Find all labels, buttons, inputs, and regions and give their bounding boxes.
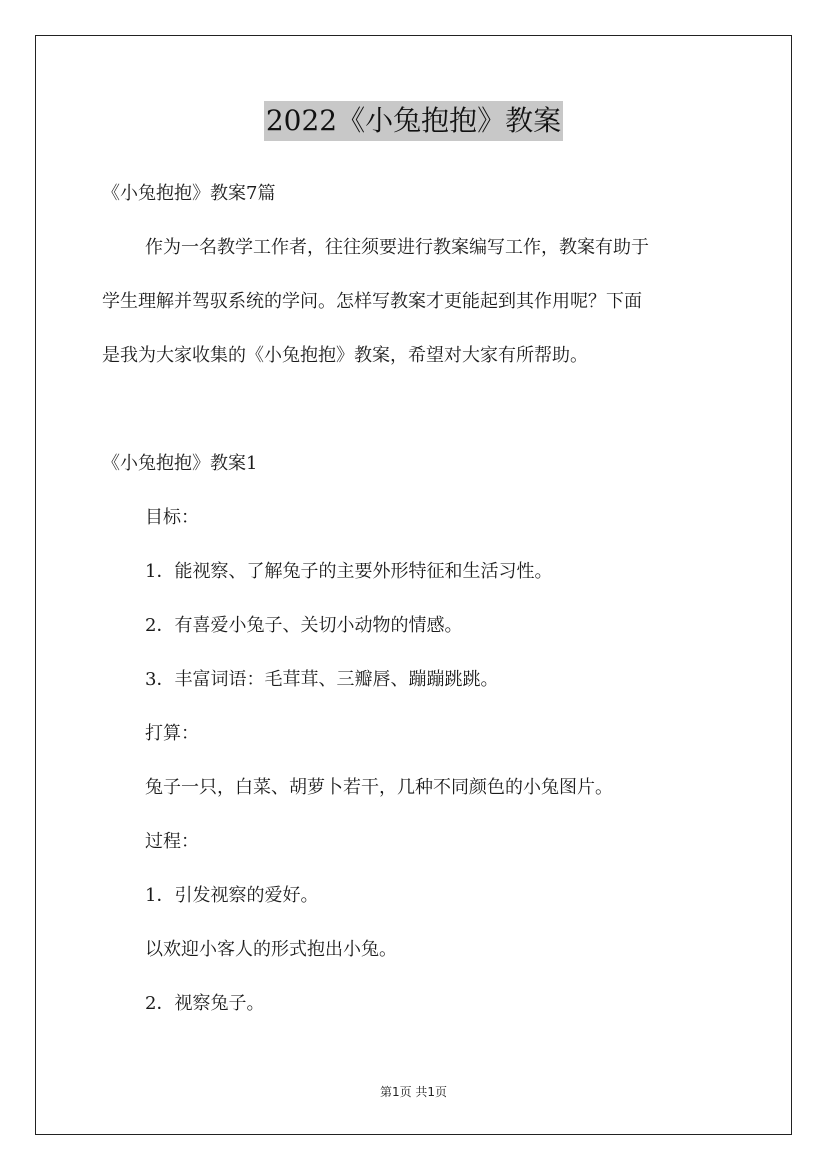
body-line-process-1: 1．引发视察的爱好。 <box>145 885 319 906</box>
intro-line-2: 学生理解并驾驭系统的学问。怎样写教案才更能起到其作用呢？下面 <box>102 291 642 312</box>
body-line-goal: 目标： <box>145 507 199 528</box>
title-container <box>0 101 827 141</box>
section-heading: 《小兔抱抱》教案1 <box>102 453 258 474</box>
page-footer: 第1页 共1页 <box>379 1085 448 1099</box>
body-line-goal-2: 2．有喜爱小兔子、关切小动物的情感。 <box>145 615 463 636</box>
body-line-prep: 打算： <box>145 723 199 744</box>
body-line-goal-1: 1．能视察、了解兔子的主要外形特征和生活习性。 <box>145 561 553 582</box>
document-subtitle: 《小兔抱抱》教案7篇 <box>102 183 276 204</box>
body-line-process-1-detail: 以欢迎小客人的形式抱出小兔。 <box>145 939 397 960</box>
intro-line-3: 是我为大家收集的《小兔抱抱》教案，希望对大家有所帮助。 <box>102 345 588 366</box>
body-line-goal-3: 3．丰富词语：毛茸茸、三瓣唇、蹦蹦跳跳。 <box>145 669 499 690</box>
intro-line-1: 作为一名教学工作者，往往须要进行教案编写工作，教案有助于 <box>145 237 649 258</box>
body-line-prep-materials: 兔子一只，白菜、胡萝卜若干，几种不同颜色的小兔图片。 <box>145 777 613 798</box>
body-line-process: 过程： <box>145 831 199 852</box>
document-title: 2022《小兔抱抱》教案 <box>264 101 563 141</box>
body-line-process-2: 2．视察兔子。 <box>145 993 265 1014</box>
